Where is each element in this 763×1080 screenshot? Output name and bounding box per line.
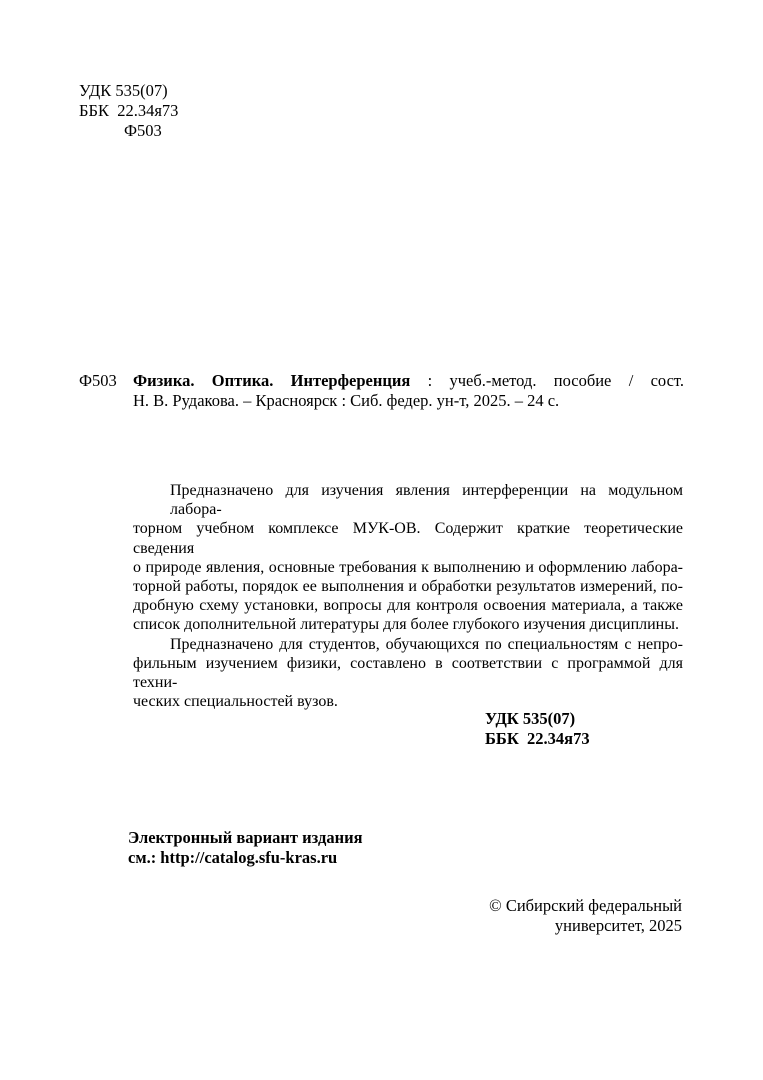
bibliographic-entry-line: Н. В. Рудакова. – Красноярск : Сиб. федер. ун-т, 2025. – 24 с. bbox=[133, 391, 560, 410]
annotation-line: торной работы, порядок ее выполнения и обработки результатов измерений, по- bbox=[133, 578, 683, 596]
annotation bbox=[133, 481, 683, 711]
annotation-line: дробную схему установки, вопросы для контроля освоения материала, а также bbox=[133, 597, 683, 615]
annotation-line: о природе явления, основные требования к выполнению и оформлению лабора- bbox=[133, 558, 683, 576]
annotation-line: торном учебном комплексе МУК-ОВ. Содержит краткие теоретические сведения bbox=[133, 520, 683, 557]
author-sign: Ф503 bbox=[79, 371, 117, 390]
electronic-edition-url: см.: http://catalog.sfu-kras.ru bbox=[128, 848, 338, 867]
bibliographic-entry-line bbox=[133, 371, 684, 391]
annotation-line: список дополнительной литературы для более глубокого изучения дисциплины. bbox=[133, 616, 679, 634]
header-classification-block bbox=[79, 81, 178, 141]
electronic-edition-label: Электронный вариант издания bbox=[128, 828, 363, 847]
copyright-line: © Сибирский федеральный bbox=[489, 896, 682, 915]
electronic-edition-note bbox=[128, 828, 363, 868]
udk-number: УДК 535(07) bbox=[485, 709, 576, 728]
udk-number: УДК 535(07) bbox=[79, 81, 168, 100]
annotation-paragraph bbox=[133, 635, 683, 712]
copyright-line: университет, 2025 bbox=[554, 916, 682, 935]
bibliographic-entry-description: : учеб.-метод. пособие / сост. bbox=[410, 371, 684, 390]
annotation-line: Предназначено для студентов, обучающихся по специальностям с непро- bbox=[170, 635, 683, 653]
bbk-number: ББК 22.34я73 bbox=[485, 729, 590, 748]
book-title: Физика. Оптика. Интерференция bbox=[133, 371, 411, 390]
bbk-number: ББК 22.34я73 bbox=[79, 101, 179, 120]
annotation-line: ческих специальностей вузов. bbox=[133, 693, 338, 711]
copyright-notice bbox=[489, 896, 682, 936]
footer-classification-block bbox=[485, 709, 590, 749]
annotation-line: фильным изучением физики, составлено в соответствии с программой для техни- bbox=[133, 654, 683, 692]
author-sign: Ф503 bbox=[124, 121, 162, 140]
annotation-paragraph bbox=[133, 481, 683, 635]
annotation-line: Предназначено для изучения явления интерференции на модульном лабора- bbox=[170, 482, 683, 519]
bibliographic-entry bbox=[79, 371, 684, 411]
